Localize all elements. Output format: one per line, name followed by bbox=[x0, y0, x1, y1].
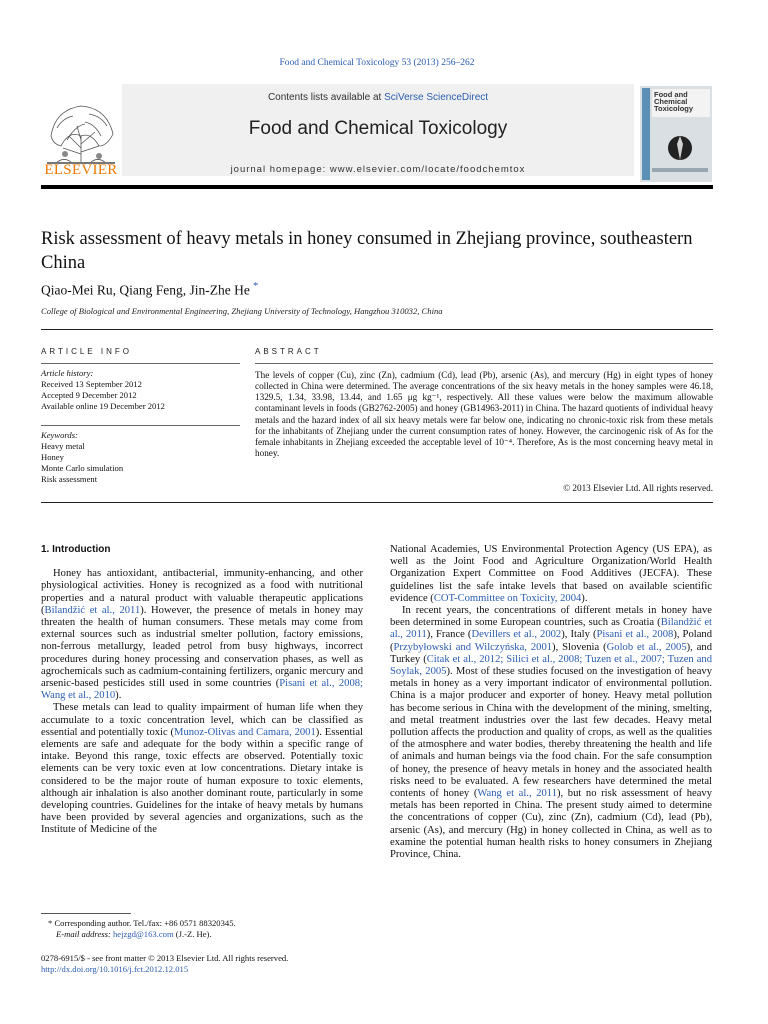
article-info-heading: ARTICLE INFO bbox=[41, 347, 132, 356]
journal-cover-thumbnail[interactable] bbox=[640, 86, 712, 182]
elsevier-logo bbox=[41, 96, 121, 180]
abstract-rule bbox=[255, 363, 713, 364]
citation-link[interactable]: Munoz-Olivas and Camara, 2001 bbox=[174, 726, 316, 738]
citation-link[interactable]: Wang et al., 2011 bbox=[477, 788, 557, 800]
corresponding-author-mark[interactable]: * bbox=[253, 281, 259, 292]
corresponding-author-text: * Corresponding author. Tel./fax: +86 0571 88320345. bbox=[48, 918, 236, 928]
citation-link[interactable]: Pisani et al., 2008 bbox=[596, 629, 674, 641]
email-line bbox=[48, 929, 378, 940]
contents-prefix: Contents lists available at bbox=[267, 92, 385, 103]
history-accepted: Accepted 9 December 2012 bbox=[41, 390, 137, 400]
contents-line bbox=[122, 92, 634, 103]
citation-link[interactable]: Bilandžić et al., 2011 bbox=[44, 604, 141, 616]
keyword-item: Honey bbox=[41, 452, 64, 462]
cover-title-line: Toxicology bbox=[654, 104, 694, 113]
paragraph-text: ). However, the presence of metals in honey may threaten the health of human consumers. These metals may come from external sources such as industrial smelter pollution, factory emissions, non-ferrous metallurgy, leaded petrol from busy highways, incorrect procedures during honey processing and conservation phases, as well as agrochemicals such as cadmium-containing fertilizers, organic mercury and arsenic-based pesticides still used in some countries ( bbox=[41, 604, 363, 690]
abstract-bottom-rule bbox=[41, 502, 713, 503]
email-label: E-mail address: bbox=[56, 929, 113, 939]
front-matter-footer bbox=[41, 953, 441, 975]
paragraph-text: ), and Turkey ( bbox=[390, 641, 713, 665]
history-online: Available online 19 December 2012 bbox=[41, 401, 165, 411]
citation-link[interactable]: Citak et al., 2012; Silici et al., 2008; Tuzen et al., 2007; Tuzen and Soylak, 2005 bbox=[390, 653, 712, 678]
journal-homepage[interactable]: journal homepage: www.elsevier.com/locate/foodchemtox bbox=[230, 164, 526, 175]
title-rule bbox=[41, 329, 713, 330]
paragraph-text: ), Slovenia ( bbox=[552, 641, 607, 653]
doi-link[interactable]: http://dx.doi.org/10.1016/j.fct.2012.12.015 bbox=[41, 964, 189, 974]
citation-link[interactable]: Golob et al., 2005 bbox=[606, 641, 687, 653]
cover-title-line: Chemical bbox=[654, 97, 688, 106]
paragraph-text: In recent years, the concentrations of different metals in honey have been determined in some European countries, such as Croatia ( bbox=[390, 605, 712, 629]
paragraph-text: ). bbox=[581, 592, 588, 604]
citation-link[interactable]: Bilandžić et al., 2011 bbox=[390, 617, 712, 641]
abstract-copyright: © 2013 Elsevier Ltd. All rights reserved. bbox=[563, 483, 713, 493]
footnote-rule bbox=[41, 913, 131, 914]
paragraph-text: ), Poland ( bbox=[390, 629, 712, 653]
citation-link[interactable]: COT-Committee on Toxicity, 2004 bbox=[433, 592, 582, 604]
email-link[interactable]: hejzgd@163.com bbox=[112, 929, 174, 939]
corresponding-author-footnote bbox=[48, 918, 378, 940]
authors-text: Qiao-Mei Ru, Qiang Feng, Jin-Zhe He bbox=[41, 282, 250, 298]
keywords-rule bbox=[41, 425, 240, 426]
article-title: Risk assessment of heavy metals in honey consumed in Zhejiang province, southeastern China bbox=[41, 229, 693, 273]
keyword-item: Heavy metal bbox=[41, 441, 85, 451]
abstract-heading: ABSTRACT bbox=[255, 347, 322, 356]
abstract-text: The levels of copper (Cu), zinc (Zn), cadmium (Cd), lead (Pb), arsenic (As), and mercury (Hg) in eight types of honey collected in China were determined. The average concentrations of the six heavy metals in the honey samples were 46.18, 1329.5, 1.34, 33.98, 13.44, and 1.65 μg kg⁻¹, respectively. All these values were below the maximum allowable contaminant levels in foods (GB2762-2005) and honey (GB14963-2011) in China. The hazard quotients of individual heavy metals and the hazard index of all six heavy metals were far below one, indicating no chronic-toxic risk from these metals for the inhabitants of Zhejiang under the current consumption rates of honey. However, the carcinogenic risk of As for the female inhabitants in Zhejiang exceeded the acceptable level of 10⁻⁴. Therefore, As is the most concerning heavy metal in honey. bbox=[255, 370, 713, 459]
paragraph-text: ). bbox=[115, 690, 122, 702]
email-suffix: (J.-Z. He). bbox=[173, 929, 212, 939]
citation-link[interactable]: Pisani et al., 2008; Wang et al., 2010 bbox=[41, 678, 363, 702]
keyword-item: Monte Carlo simulation bbox=[41, 463, 124, 473]
body-column-right bbox=[390, 544, 712, 861]
history-received: Received 13 September 2012 bbox=[41, 379, 142, 389]
paragraph-text: ). Essential elements are safe and adequate for the body within a specific range of intake. Beyond this range, toxic effects are observed. Potentially toxic elements can be very toxic even at low concentrations. Dietary intake is considered to be the major route of human exposure to toxic elements, although air inhalation is also another dominant route, particularly in some developing countries. Guidelines for the intake of heavy metals by humans have been provided by several agencies and organizations, such as the Institute of Medicine of the bbox=[41, 726, 364, 836]
paragraph-text: These metals can lead to quality impairment of human life when they accumulate to a toxic concentration level, which can be classified as essential and potentially toxic ( bbox=[41, 702, 363, 738]
article-history bbox=[41, 368, 240, 412]
paragraph-text: ), Italy ( bbox=[561, 629, 597, 641]
paragraph-text: ). Most of these studies focused on the investigation of heavy metals in honey as a very important indicator of environmental pollution. China is a major producer and exporter of honey. Heavy metal pollution has become serious in China with the development of the mining, smelting, and metal treatment industries over the last few decades. Heavy metal pollution affects the production and quality of crops, as well as the qualities of the atmosphere and water bodies, thereby threatening the health and life of animals and human beings via the food chain. For the safe consumption of honey, the presence of heavy metals in honey and the associated health risks need to be evaluated. A few researchers have determined the metal contents of honey ( bbox=[390, 666, 712, 800]
keyword-item: Risk assessment bbox=[41, 474, 98, 484]
paragraph-text: National Academies, US Environmental Protection Agency (US EPA), as well as the Joint Food and Agriculture Organization/World Health Organization Expert Committee on Food Additives (JECFA). These guidelines list the safe intake levels that based on available scientific evidence ( bbox=[390, 544, 712, 604]
keywords-label: Keywords: bbox=[41, 430, 78, 440]
history-label: Article history: bbox=[41, 368, 94, 378]
section-heading-introduction: 1. Introduction bbox=[41, 544, 111, 555]
body-column-left bbox=[41, 544, 363, 837]
journal-citation[interactable]: Food and Chemical Toxicology 53 (2013) 256–262 bbox=[279, 58, 475, 68]
citation-link[interactable]: Przybyłowski and Wilczyńska, 2001 bbox=[393, 641, 553, 653]
paragraph bbox=[41, 702, 363, 836]
journal-title: Food and Chemical Toxicology bbox=[248, 118, 508, 139]
keywords-block bbox=[41, 430, 240, 485]
paragraph-text: ), but no risk assessment of heavy metals has been reported in China. The present study aimed to determine the concentrations of copper (Cu), zinc (Zn), cadmium (Cd), lead (Pb), arsenic (As), and mercury (Hg) in honey collected in China, as well as to examine the potential human health risks to honey consumers in Zhejiang Province, China. bbox=[390, 788, 712, 861]
elsevier-wordmark: ELSEVIER bbox=[44, 162, 118, 178]
author-list bbox=[41, 281, 258, 299]
issn-line: 0278-6915/$ - see front matter © 2013 Elsevier Ltd. All rights reserved. bbox=[41, 953, 289, 963]
header-rule bbox=[41, 185, 713, 189]
paragraph-text: Honey has antioxidant, antibacterial, immunity-enhancing, and other physiological activities. Honey is recognized as a food with nutritional properties and a natural product with valuable therapeutic applications ( bbox=[41, 568, 363, 616]
cover-title bbox=[654, 91, 693, 112]
paragraph-text: ), France ( bbox=[426, 629, 472, 641]
cover-title-line: Food and bbox=[654, 90, 688, 99]
article-info-rule bbox=[41, 363, 240, 364]
paragraph bbox=[390, 605, 712, 861]
citation-link[interactable]: Devillers et al., 2002 bbox=[471, 629, 562, 641]
paragraph bbox=[41, 568, 363, 702]
paragraph bbox=[390, 544, 712, 605]
affiliation: College of Biological and Environmental Engineering, Zhejiang University of Technology, Hangzhou 310032, China bbox=[41, 306, 443, 316]
sciencedirect-link[interactable]: SciVerse ScienceDirect bbox=[384, 92, 489, 103]
